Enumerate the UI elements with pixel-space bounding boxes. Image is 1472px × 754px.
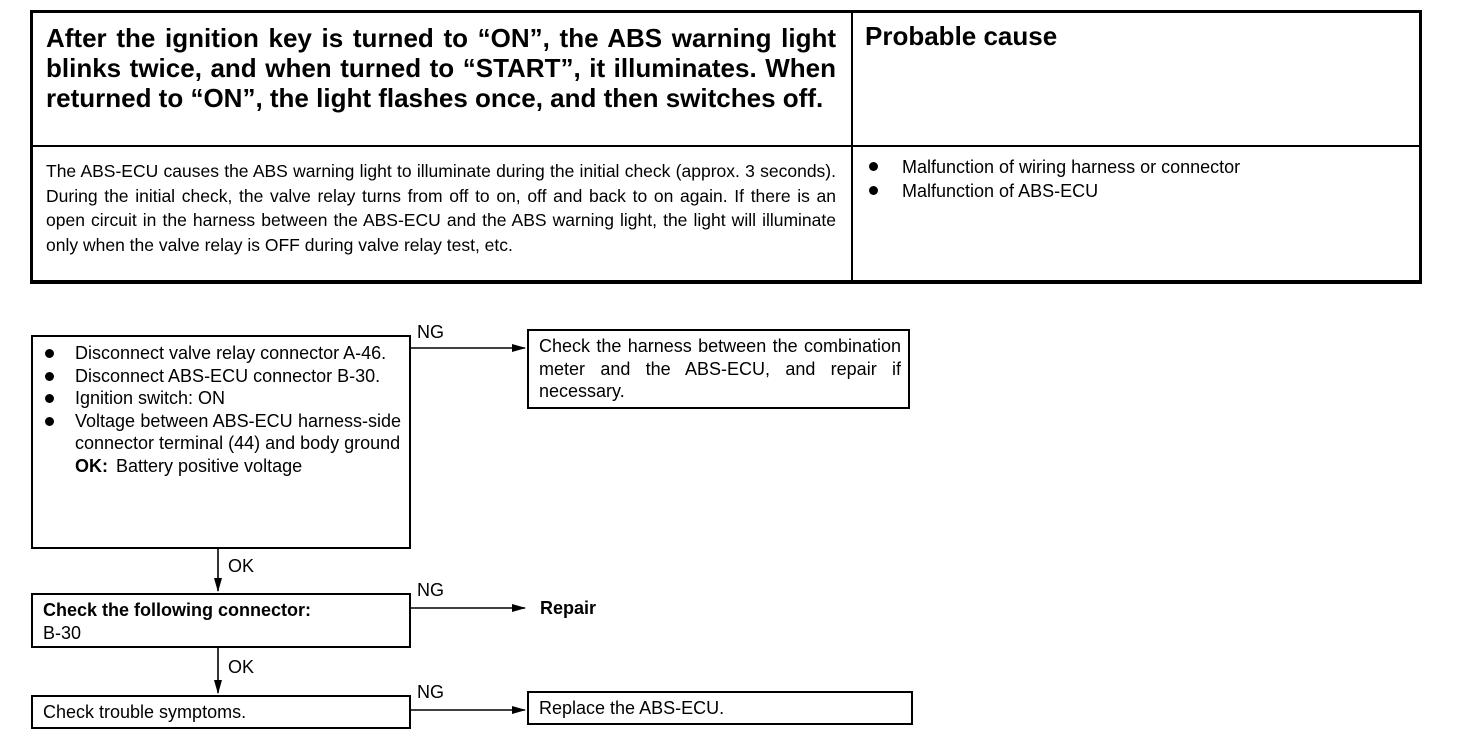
step2-check-title: Check the following connector: (43, 600, 312, 620)
check-item (43, 387, 401, 410)
check-item-text: Disconnect valve relay connector A-46. (75, 343, 387, 363)
bullet-icon (45, 417, 54, 426)
step2-ng-action-text: Repair (540, 598, 597, 618)
step3-check-text: Check trouble symptoms. (43, 702, 247, 722)
ok-label: OK (228, 556, 255, 576)
check-item (43, 365, 401, 388)
symptom-description: The ABS-ECU causes the ABS warning light to illuminate during the initial check (approx. 3 seconds). During the initial check, the valve relay turns from off to on, off and back to on again. If there is an open circuit in the harness between the ABS-ECU and the ABS warning light, the light will illuminate only when the valve relay is OFF during valve relay test, etc. (46, 161, 836, 255)
step1-check-list (43, 342, 401, 478)
ng-label: NG (417, 682, 444, 702)
bullet-icon (45, 372, 54, 381)
step3-ng-action-text: Replace the ABS-ECU. (539, 698, 725, 718)
ok-label: OK (228, 657, 255, 677)
check-item-text: Ignition switch: ON (75, 388, 226, 409)
bullet-icon (45, 394, 54, 403)
step2-check-content (43, 599, 311, 644)
bullet-icon (45, 349, 54, 358)
ok-criterion (43, 455, 401, 478)
step3-check-box (31, 695, 411, 729)
probable-cause-text: Malfunction of ABS-ECU (902, 181, 1099, 201)
check-item (43, 342, 401, 365)
probable-cause-heading: Probable cause (865, 21, 1058, 51)
check-item (43, 410, 401, 455)
ok-criterion-label: OK: (75, 455, 108, 476)
step3-ng-action-box (527, 691, 913, 725)
ok-criterion-value: Battery positive voltage (116, 455, 303, 476)
check-item-text: Disconnect ABS-ECU connector B-30. (75, 365, 381, 386)
symptom-heading: After the ignition key is turned to “ON”, the ABS warning light blinks twice, and when turned to “START”, it illuminates. When returned to “ON”, the light flashes once, and then switches off. (46, 23, 836, 113)
step1-ng-action-text: Check the harness between the combination meter and the ABS-ECU, and repair if necessary. (539, 336, 901, 402)
check-item-text: Voltage between ABS-ECU harness-side connector terminal (44) and body ground (75, 410, 401, 454)
step1-ng-action-box (527, 329, 910, 409)
step2-check-box (31, 593, 411, 648)
step1-check-box (31, 335, 411, 549)
ng-label: NG (417, 322, 444, 342)
probable-cause-text: Malfunction of wiring harness or connector (902, 157, 1241, 177)
ng-label: NG (417, 580, 444, 600)
step2-connector: B-30 (43, 622, 82, 643)
